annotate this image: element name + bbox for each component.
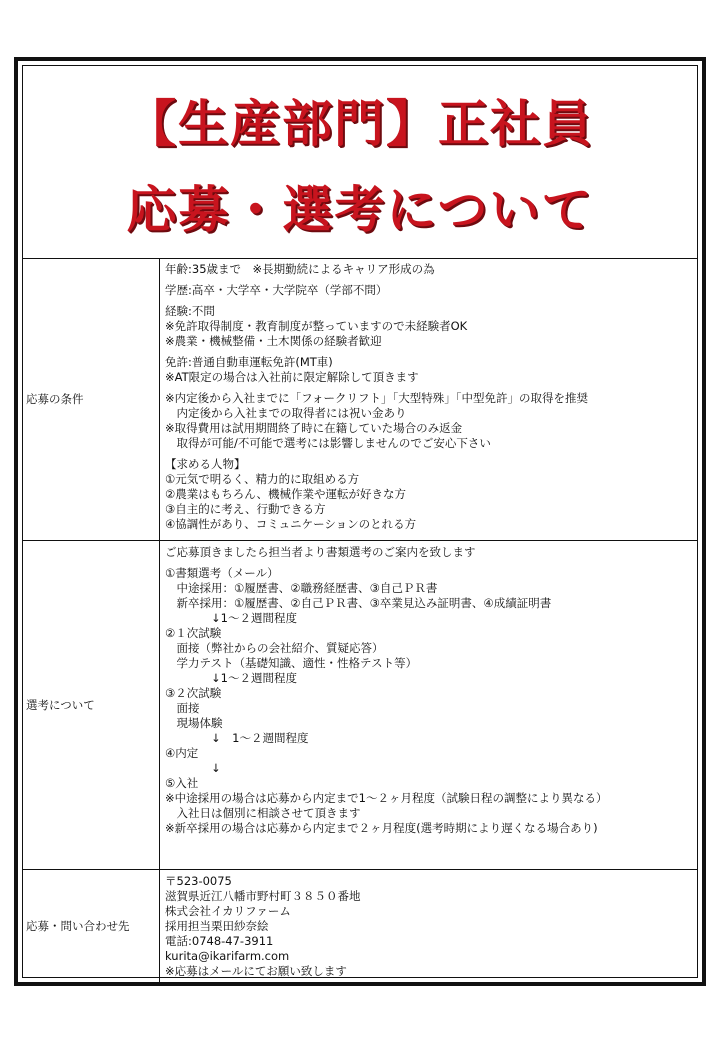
content-line: 現場体験 bbox=[165, 715, 223, 730]
content-line: ↓1～２週間程度 bbox=[165, 610, 297, 625]
content-line: ①元気で明るく、精力的に取組める方 bbox=[165, 472, 360, 486]
content-line: ※応募はメールにてお願い致します bbox=[165, 963, 347, 978]
content-line: 〒523-0075 bbox=[165, 873, 232, 888]
content-line: 中途採用：①履歴書、②職務経歴書、③自己ＰＲ書 bbox=[165, 580, 438, 595]
content-line: ※取得費用は試用期間終了時に在籍していた場合のみ返金 bbox=[165, 421, 463, 435]
table-row-contact bbox=[23, 869, 697, 983]
content-line: ②農業はもちろん、機械作業や運転が好きな方 bbox=[165, 487, 406, 501]
content-line: ※AT限定の場合は入社前に限定解除して頂きます bbox=[165, 370, 419, 384]
content-line: 採用担当栗田紗奈絵 bbox=[165, 918, 269, 933]
content-line: 【求める人物】 bbox=[165, 457, 246, 471]
content-line: 経験:不問 bbox=[165, 304, 215, 318]
content-line: 年齢:35歳まで ※長期勤続によるキャリア形成の為 bbox=[165, 262, 435, 276]
content-line: 取得が可能/不可能で選考には影響しませんのでご安心下さい bbox=[165, 436, 491, 450]
content-line: ご応募頂きましたら担当者より書類選考のご案内を致します bbox=[165, 544, 476, 559]
content-line: ④内定 bbox=[165, 745, 199, 760]
table-row-conditions bbox=[23, 258, 697, 540]
content-line: ※新卒採用の場合は応募から内定まで２ヶ月程度(選考時期により遅くなる場合あり) bbox=[165, 820, 598, 835]
content-line: ↓1～２週間程度 bbox=[165, 670, 297, 685]
content-line: ①書類選考（メール） bbox=[165, 565, 279, 580]
row-content-selection bbox=[160, 540, 698, 869]
content-line: 学力テスト（基礎知識、適性・性格テスト等） bbox=[165, 655, 418, 670]
content-line: 内定後から入社までの取得者には祝い金あり bbox=[165, 406, 407, 420]
content-line: 面接（弊社からの会社紹介、質疑応答） bbox=[165, 640, 384, 655]
content-line: 滋賀県近江八幡市野村町３８５０番地 bbox=[165, 888, 361, 903]
document-inner-border bbox=[22, 65, 698, 978]
content-line: 免許:普通自動車運転免許(MT車) bbox=[165, 355, 333, 369]
title-line-1: 【生産部門】正社員 bbox=[126, 95, 594, 153]
info-table bbox=[23, 258, 697, 983]
content-line: ③２次試験 bbox=[165, 685, 222, 700]
content-line: ⑤入社 bbox=[165, 775, 199, 790]
content-line: ↓ 1～２週間程度 bbox=[165, 730, 309, 745]
row-content-conditions bbox=[160, 258, 698, 540]
row-content-contact bbox=[160, 869, 698, 983]
content-line: ③自主的に考え、行動できる方 bbox=[165, 502, 326, 516]
content-line: 入社日は個別に相談させて頂きます bbox=[165, 805, 361, 820]
content-line: 株式会社イカリファーム bbox=[165, 903, 291, 918]
row-label-selection: 選考について bbox=[23, 540, 160, 869]
table-row-selection bbox=[23, 540, 697, 869]
content-line: ※免許取得制度・教育制度が整っていますので未経験者OK bbox=[165, 319, 468, 333]
content-line: 面接 bbox=[165, 700, 200, 715]
content-line: 電話:0748-47-3911 bbox=[165, 933, 274, 948]
document-frame bbox=[14, 57, 706, 986]
content-line: ④協調性があり、コミュニケーションのとれる方 bbox=[165, 517, 417, 531]
content-line: ※内定後から入社までに「フォークリフト」「大型特殊」「中型免許」の取得を推奨 bbox=[165, 391, 589, 405]
content-line: kurita@ikarifarm.com bbox=[165, 948, 290, 963]
content-line: 新卒採用：①履歴書、②自己ＰＲ書、③卒業見込み証明書、④成績証明書 bbox=[165, 595, 552, 610]
content-line: 学歴:高卒・大学卒・大学院卒（学部不問） bbox=[165, 283, 388, 297]
content-line: ※農業・機械整備・土木関係の経験者歓迎 bbox=[165, 334, 382, 348]
content-line: ↓ bbox=[165, 760, 221, 775]
title-line-2: 応募・選考について bbox=[126, 181, 594, 239]
content-line: ※中途採用の場合は応募から内定まで1～２ヶ月程度（試験日程の調整により異なる） bbox=[165, 790, 608, 805]
row-label-conditions: 応募の条件 bbox=[23, 258, 160, 540]
row-label-contact: 応募・問い合わせ先 bbox=[23, 869, 160, 983]
title-block bbox=[23, 66, 697, 259]
content-line: ②１次試験 bbox=[165, 625, 222, 640]
